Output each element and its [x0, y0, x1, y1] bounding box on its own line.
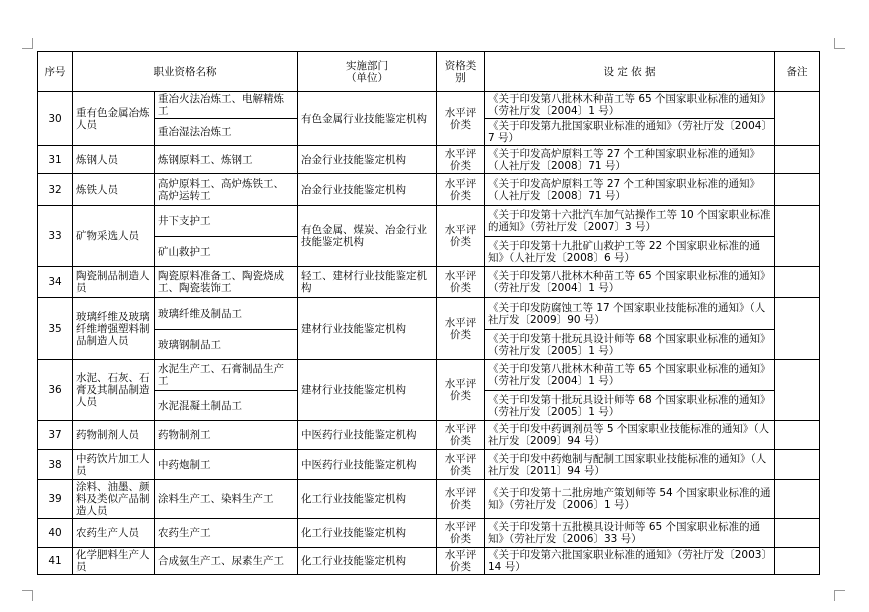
implementing-dept: 建材行业技能鉴定机构	[298, 360, 437, 421]
setting-basis: 《关于印发第十二批房地产策划师等 54 个国家职业标准的通知》（劳社厅发〔2006〕1 号）	[485, 480, 775, 519]
qualification-name: 水泥混凝土制品工	[155, 391, 298, 421]
setting-basis: 《关于印发第八批林木种苗工等 65 个国家职业标准的通知》（劳社厅发〔2004〕1 号）	[485, 267, 775, 298]
note-cell	[775, 267, 820, 298]
qualification-name: 重冶湿法冶炼工	[155, 119, 298, 146]
implementing-dept: 冶金行业技能鉴定机构	[298, 174, 437, 206]
note-cell	[775, 174, 820, 206]
table-row	[38, 450, 820, 480]
setting-basis: 《关于印发中药调剂员等 5 个国家职业技能标准的通知》（人社厅发〔2009〕94 号）	[485, 421, 775, 450]
implementing-dept: 有色金属行业技能鉴定机构	[298, 92, 437, 146]
note-cell	[775, 519, 820, 548]
setting-basis: 《关于印发第十批玩具设计师等 68 个国家职业标准的通知》（劳社厅发〔2005〕1 号）	[485, 391, 775, 421]
header-no: 序号	[38, 52, 73, 92]
qualification-name: 玻璃纤维及制品工	[155, 298, 298, 330]
setting-basis: 《关于印发第十五批模具设计师等 65 个国家职业标准的通知》（劳社厅发〔2006〕33 号）	[485, 519, 775, 548]
occupation-group: 水泥、石灰、石膏及其制品制造人员	[73, 360, 155, 421]
qualification-name: 高炉原料工、高炉炼铁工、高炉运转工	[155, 174, 298, 206]
setting-basis: 《关于印发第十批玩具设计师等 68 个国家职业标准的通知》（劳社厅发〔2005〕1 号）	[485, 330, 775, 360]
row-number: 41	[38, 548, 73, 575]
header-category: 资格类别	[437, 52, 485, 92]
table-row	[38, 146, 820, 174]
table-row	[38, 174, 820, 206]
table-header-row	[38, 52, 820, 92]
occupation-group: 中药饮片加工人员	[73, 450, 155, 480]
row-number: 36	[38, 360, 73, 421]
note-cell	[775, 548, 820, 575]
row-number: 32	[38, 174, 73, 206]
row-number: 40	[38, 519, 73, 548]
qualification-name: 井下支护工	[155, 206, 298, 237]
header-dept: 实施部门 （单位）	[298, 52, 437, 92]
note-cell	[775, 298, 820, 360]
setting-basis: 《关于印发第八批林木种苗工等 65 个国家职业标准的通知》（劳社厅发〔2004〕1 号）	[485, 360, 775, 391]
setting-basis: 《关于印发第六批国家职业标准的通知》（劳社厅发〔2003〕14 号）	[485, 548, 775, 575]
implementing-dept: 化工行业技能鉴定机构	[298, 480, 437, 519]
note-cell	[775, 92, 820, 146]
table-row	[38, 519, 820, 548]
table-row	[38, 92, 820, 119]
page-corner-bottom-right	[834, 590, 845, 601]
note-cell	[775, 480, 820, 519]
implementing-dept: 中医药行业技能鉴定机构	[298, 421, 437, 450]
note-cell	[775, 146, 820, 174]
table-row	[38, 360, 820, 391]
header-title: 职业资格名称	[73, 52, 298, 92]
qualification-name: 涂料生产工、染料生产工	[155, 480, 298, 519]
note-cell	[775, 206, 820, 267]
occupation-group: 陶瓷制品制造人员	[73, 267, 155, 298]
setting-basis: 《关于印发高炉原料工等 27 个工种国家职业标准的通知》（人社厅发〔2008〕71 号）	[485, 174, 775, 206]
table-row	[38, 480, 820, 519]
qualification-name: 陶瓷原料准备工、陶瓷烧成工、陶瓷装饰工	[155, 267, 298, 298]
row-number: 34	[38, 267, 73, 298]
qualification-category: 水平评价类	[437, 206, 485, 267]
qualification-name: 重冶火法冶炼工、电解精炼工	[155, 92, 298, 119]
header-note: 备注	[775, 52, 820, 92]
occupation-group: 炼钢人员	[73, 146, 155, 174]
page-corner-top-left	[22, 38, 33, 49]
implementing-dept: 化工行业技能鉴定机构	[298, 548, 437, 575]
table-row	[38, 421, 820, 450]
setting-basis: 《关于印发第十九批矿山救护工等 22 个国家职业标准的通知》（人社厅发〔2008〕6 号）	[485, 237, 775, 267]
row-number: 37	[38, 421, 73, 450]
qualification-name: 药物制剂工	[155, 421, 298, 450]
page-corner-top-right	[834, 38, 845, 49]
row-number: 33	[38, 206, 73, 267]
setting-basis: 《关于印发第十六批汽车加气站操作工等 10 个国家职业标准的通知》（劳社厅发〔2007〕3 号）	[485, 206, 775, 237]
header-basis: 设 定 依 据	[485, 52, 775, 92]
row-number: 38	[38, 450, 73, 480]
qualification-name: 矿山救护工	[155, 237, 298, 267]
table-row	[38, 548, 820, 575]
qualification-category: 水平评价类	[437, 421, 485, 450]
qualification-name: 玻璃钢制品工	[155, 330, 298, 360]
qualification-name: 农药生产工	[155, 519, 298, 548]
qualification-name: 水泥生产工、石膏制品生产工	[155, 360, 298, 391]
setting-basis: 《关于印发第九批国家职业标准的通知》（劳社厅发〔2004〕7 号）	[485, 119, 775, 146]
occupation-group: 化学肥料生产人员	[73, 548, 155, 575]
row-number: 35	[38, 298, 73, 360]
qualification-category: 水平评价类	[437, 298, 485, 360]
qualification-category: 水平评价类	[437, 146, 485, 174]
occupation-group: 矿物采选人员	[73, 206, 155, 267]
implementing-dept: 化工行业技能鉴定机构	[298, 519, 437, 548]
implementing-dept: 中医药行业技能鉴定机构	[298, 450, 437, 480]
occupation-group: 炼铁人员	[73, 174, 155, 206]
qualification-category: 水平评价类	[437, 480, 485, 519]
table-row	[38, 206, 820, 237]
occupation-group: 重有色金属冶炼人员	[73, 92, 155, 146]
table-body	[38, 92, 820, 575]
note-cell	[775, 450, 820, 480]
qualification-category: 水平评价类	[437, 360, 485, 421]
row-number: 31	[38, 146, 73, 174]
occupation-group: 涂料、油墨、颜料及类似产品制造人员	[73, 480, 155, 519]
row-number: 30	[38, 92, 73, 146]
implementing-dept: 建材行业技能鉴定机构	[298, 298, 437, 360]
qualification-table	[37, 51, 820, 575]
occupation-group: 玻璃纤维及玻璃纤维增强塑料制品制造人员	[73, 298, 155, 360]
qualification-category: 水平评价类	[437, 92, 485, 146]
setting-basis: 《关于印发第八批林木种苗工等 65 个国家职业标准的通知》（劳社厅发〔2004〕1 号）	[485, 92, 775, 119]
qualification-category: 水平评价类	[437, 267, 485, 298]
qualification-category: 水平评价类	[437, 174, 485, 206]
row-number: 39	[38, 480, 73, 519]
qualification-category: 水平评价类	[437, 548, 485, 575]
table-row	[38, 267, 820, 298]
page-corner-bottom-left	[22, 590, 33, 601]
qualification-name: 炼钢原料工、炼钢工	[155, 146, 298, 174]
implementing-dept: 轻工、建材行业技能鉴定机构	[298, 267, 437, 298]
qualification-name: 中药炮制工	[155, 450, 298, 480]
setting-basis: 《关于印发防腐蚀工等 17 个国家职业技能标准的通知》（人社厅发〔2009〕90 号）	[485, 298, 775, 330]
occupation-group: 农药生产人员	[73, 519, 155, 548]
implementing-dept: 冶金行业技能鉴定机构	[298, 146, 437, 174]
setting-basis: 《关于印发中药炮制与配制工国家职业技能标准的通知》（人社厅发〔2011〕94 号）	[485, 450, 775, 480]
qualification-category: 水平评价类	[437, 519, 485, 548]
setting-basis: 《关于印发高炉原料工等 27 个工种国家职业标准的通知》（人社厅发〔2008〕71 号）	[485, 146, 775, 174]
note-cell	[775, 360, 820, 421]
note-cell	[775, 421, 820, 450]
qualification-category: 水平评价类	[437, 450, 485, 480]
implementing-dept: 有色金属、煤炭、冶金行业技能鉴定机构	[298, 206, 437, 267]
qualification-name: 合成氨生产工、尿素生产工	[155, 548, 298, 575]
table-row	[38, 298, 820, 330]
occupation-group: 药物制剂人员	[73, 421, 155, 450]
